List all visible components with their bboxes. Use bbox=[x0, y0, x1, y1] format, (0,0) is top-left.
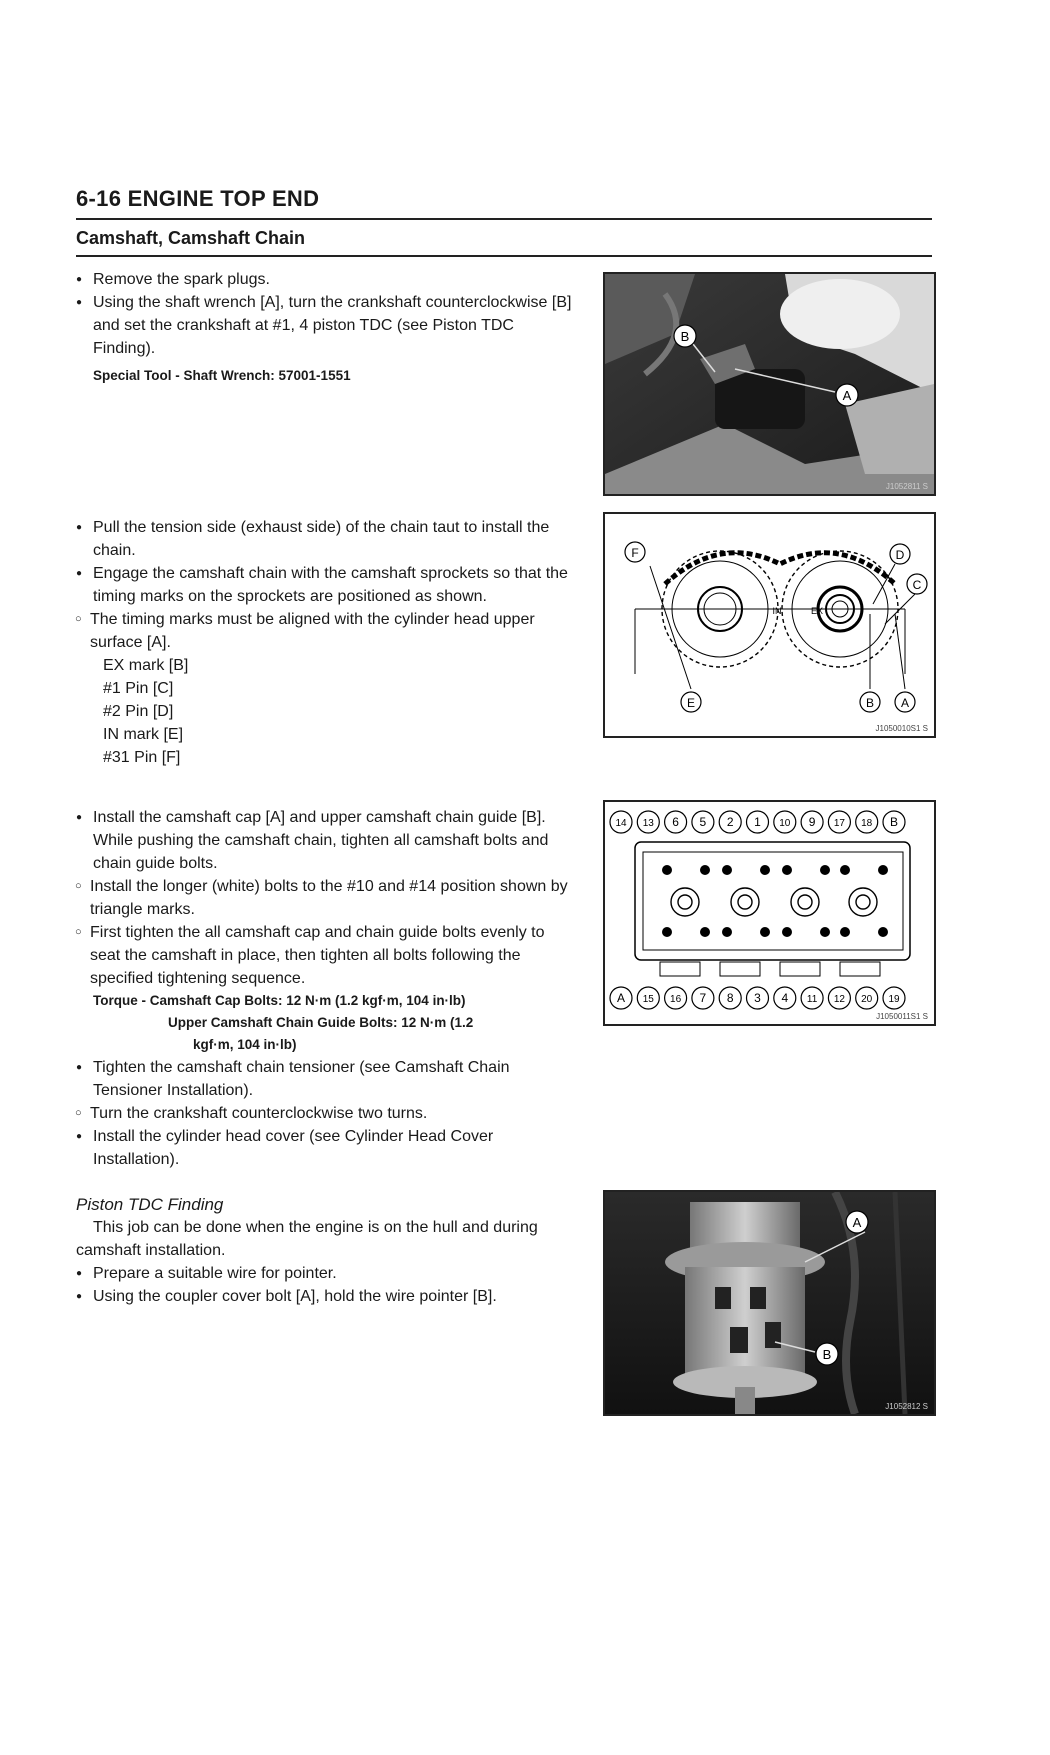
bullet-prepare-wire: ● Prepare a suitable wire for pointer. bbox=[76, 1262, 576, 1285]
sequence-label: 16 bbox=[670, 994, 682, 1005]
bullet-install-cover: ● Install the cylinder head cover (see Cylinder Head Cover Installation). bbox=[76, 1125, 576, 1171]
section-title: Camshaft, Camshaft Chain bbox=[76, 220, 932, 257]
figure-bolt-sequence-diagram bbox=[603, 800, 936, 1026]
fig2-label-b bbox=[860, 692, 880, 712]
fig2-label-c bbox=[907, 574, 927, 594]
fig1-label-b bbox=[674, 325, 696, 347]
torque-guide-bolts-cont: kgf·m, 104 in·lb) bbox=[193, 1037, 297, 1052]
text-block-4 bbox=[76, 1193, 576, 1308]
svg-text:F: F bbox=[631, 546, 639, 560]
paragraph-tdc: This job can be done when the engine is on the hull and during camshaft installation. bbox=[76, 1219, 538, 1259]
sequence-label: 10 bbox=[779, 818, 791, 829]
sub-timing-marks: ○ The timing marks must be aligned with the cylinder head upper surface [A]. bbox=[76, 608, 576, 654]
figure-code: J1052812 S bbox=[885, 1402, 928, 1411]
shaft-wrench-photo bbox=[605, 274, 934, 494]
sequence-label: 15 bbox=[642, 994, 654, 1005]
figure-shaft-wrench-photo bbox=[603, 272, 936, 496]
sequence-label: A bbox=[616, 991, 626, 1005]
fig2-label-e bbox=[681, 692, 701, 712]
subheading-piston-tdc: Piston TDC Finding bbox=[76, 1195, 224, 1214]
bullet-tensioner: ● Tighten the camshaft chain tensioner (see Camshaft Chain Tensioner Installation). bbox=[76, 1056, 576, 1102]
sequence-label: 5 bbox=[699, 815, 707, 829]
svg-text:IN: IN bbox=[772, 606, 782, 616]
sequence-label: 11 bbox=[806, 994, 818, 1005]
bullet-coupler-bolt: ● Using the coupler cover bolt [A], hold the wire pointer [B]. bbox=[76, 1285, 576, 1308]
sequence-label: 9 bbox=[808, 815, 816, 829]
mark-pin2: #2 Pin [D] bbox=[103, 703, 174, 720]
bullet-remove-spark-plugs: ● Remove the spark plugs. bbox=[76, 268, 576, 291]
bullet-shaft-wrench: ● Using the shaft wrench [A], turn the crankshaft counterclockwise [B] and set the crankshaft at #1, 4 piston TDC (see Piston TDC Finding). bbox=[76, 291, 576, 360]
bullet-engage-chain: ● Engage the camshaft chain with the camshaft sprockets so that the timing marks on the sprockets are positioned as shown. bbox=[76, 562, 576, 608]
svg-text:C: C bbox=[912, 578, 922, 592]
mark-ex: EX mark [B] bbox=[103, 657, 189, 674]
svg-text:D: D bbox=[895, 548, 905, 562]
bolt-sequence-diagram bbox=[605, 802, 934, 1024]
sequence-label: 7 bbox=[699, 991, 707, 1005]
sub-longer-bolts: ○ Install the longer (white) bolts to the #10 and #14 position shown by triangle marks. bbox=[76, 875, 576, 921]
figure-code: J1050011S1 S bbox=[876, 1012, 928, 1021]
svg-text:A: A bbox=[852, 1215, 862, 1230]
fig2-label-d bbox=[890, 544, 910, 564]
mark-in: IN mark [E] bbox=[103, 726, 184, 743]
fig4-label-b bbox=[816, 1343, 838, 1365]
sequence-label: B bbox=[889, 815, 899, 829]
sequence-label: 2 bbox=[726, 815, 734, 829]
svg-text:A: A bbox=[900, 696, 910, 710]
sequence-label: 13 bbox=[642, 818, 654, 829]
sequence-label: 19 bbox=[888, 994, 900, 1005]
sequence-label: 1 bbox=[754, 815, 761, 829]
sequence-label: 4 bbox=[781, 991, 789, 1005]
top-sequence-labels bbox=[610, 811, 905, 833]
figure-code: J1050010S1 S bbox=[875, 724, 928, 733]
sequence-label: 3 bbox=[754, 991, 761, 1005]
figure-wire-pointer-photo bbox=[603, 1190, 936, 1416]
bullet-install-cap: ● Install the camshaft cap [A] and upper camshaft chain guide [B]. While pushing the camshaft chain, tighten all camshaft bolts and chain guide bolts. bbox=[76, 806, 576, 875]
figure-timing-marks-diagram bbox=[603, 512, 936, 738]
sequence-label: 8 bbox=[726, 991, 734, 1005]
sub-turn-crankshaft: ○ Turn the crankshaft counterclockwise two turns. bbox=[76, 1102, 576, 1125]
sequence-label: 14 bbox=[615, 818, 627, 829]
text-block-3 bbox=[76, 806, 576, 1171]
fig2-label-f bbox=[625, 542, 645, 562]
torque-cap-bolts: Torque - Camshaft Cap Bolts: 12 N·m (1.2 kgf·m, 104 in·lb) bbox=[93, 993, 466, 1008]
svg-text:B: B bbox=[822, 1347, 832, 1362]
svg-text:A: A bbox=[842, 388, 852, 403]
mark-pin1: #1 Pin [C] bbox=[103, 680, 174, 697]
special-tool: Special Tool - Shaft Wrench: 57001-1551 bbox=[93, 368, 351, 383]
svg-text:B: B bbox=[865, 696, 875, 710]
text-block-1 bbox=[76, 268, 576, 387]
torque-guide-bolts: Upper Camshaft Chain Guide Bolts: 12 N·m (1.2 bbox=[168, 1015, 474, 1030]
sequence-label: 20 bbox=[861, 994, 873, 1005]
figure-code: J1052811 S bbox=[885, 482, 928, 491]
timing-mark-list bbox=[76, 654, 576, 769]
page-header bbox=[76, 186, 932, 257]
page-title: 6-16 ENGINE TOP END bbox=[76, 186, 932, 220]
sub-tighten-sequence: ○ First tighten the all camshaft cap and chain guide bolts evenly to seat the camshaft in place, then tighten all bolts following the specified tightening sequence. bbox=[76, 921, 576, 990]
fig4-label-a bbox=[846, 1211, 868, 1233]
svg-text:B: B bbox=[680, 329, 690, 344]
torque-spec bbox=[76, 990, 576, 1056]
fig2-label-a bbox=[895, 692, 915, 712]
text-block-2 bbox=[76, 516, 576, 769]
fig1-label-a bbox=[836, 384, 858, 406]
bottom-sequence-labels bbox=[610, 987, 905, 1009]
timing-diagram bbox=[605, 514, 934, 736]
sequence-label: 6 bbox=[672, 815, 679, 829]
svg-text:E: E bbox=[686, 696, 696, 710]
sequence-label: 12 bbox=[833, 994, 845, 1005]
sequence-label: 17 bbox=[833, 818, 845, 829]
mark-pin31: #31 Pin [F] bbox=[103, 749, 181, 766]
bullet-pull-tension-side: ● Pull the tension side (exhaust side) of the chain taut to install the chain. bbox=[76, 516, 576, 562]
svg-text:EX: EX bbox=[810, 606, 824, 616]
wire-pointer-photo bbox=[605, 1192, 934, 1414]
sequence-label: 18 bbox=[861, 818, 873, 829]
